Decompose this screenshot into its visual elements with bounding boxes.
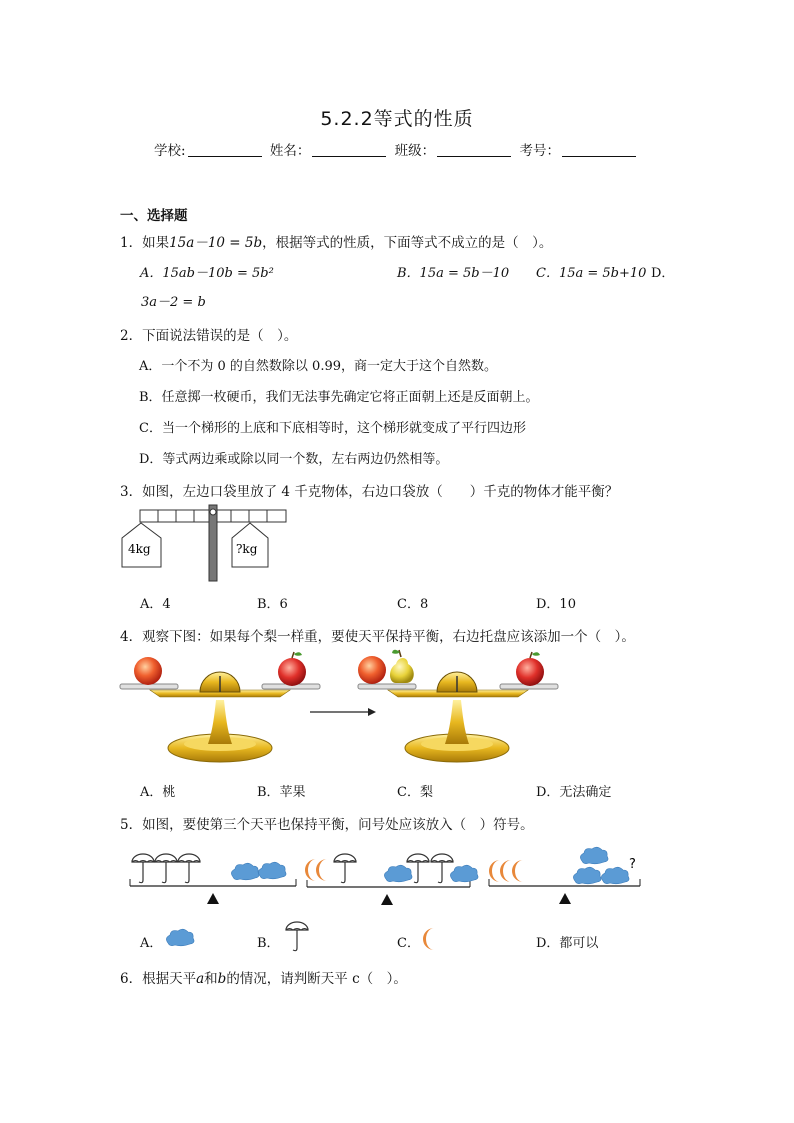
option-a-cloud-icon: [166, 929, 194, 946]
school-label: 学校:: [154, 143, 186, 159]
umbrella-icon: [132, 854, 154, 883]
q5-option-c[interactable]: C．: [397, 936, 420, 951]
left-bag-label: 4kg: [128, 542, 151, 556]
q3-option-d[interactable]: D．10: [536, 597, 576, 612]
q3-option-a[interactable]: A．4: [140, 597, 171, 612]
q5-option-a[interactable]: A．: [140, 936, 163, 951]
q5-option-b[interactable]: B．: [257, 936, 280, 951]
q2-option-a[interactable]: A．一个不为 0 的自然数除以 0.99，商一定大于这个自然数。: [139, 359, 498, 374]
q6-stem-mid: 和: [204, 971, 218, 987]
q4-option-d[interactable]: D．无法确定: [536, 785, 612, 800]
q6-stem-prefix: 6．根据天平: [120, 971, 197, 987]
q1-option-d-value[interactable]: 3a－2 = b: [141, 295, 206, 310]
page-title: 5.2.2等式的性质: [320, 108, 474, 130]
symbol-balance-2: [305, 854, 478, 905]
question-4-stem: 4．观察下图：如果每个梨一样重，要使天平保持平衡，右边托盘应该添加一个（ ）。: [120, 629, 635, 645]
question-mark: ?: [629, 857, 636, 872]
q4-option-a[interactable]: A．桃: [140, 785, 176, 800]
q5-option-d[interactable]: D．都可以: [536, 936, 599, 951]
moon-icon: [316, 859, 327, 881]
q2-option-b[interactable]: B．任意掷一枚硬币，我们无法事先确定它将正面朝上还是反面朝上。: [139, 390, 539, 405]
question-6-stem: [120, 967, 407, 987]
q1-option-a[interactable]: A．15ab－10b = 5b²: [140, 266, 274, 281]
q1-option-c[interactable]: C．15a = 5b+10: [536, 266, 647, 281]
question-3-stem: 3．如图，左边口袋里放了 4 千克物体，右边口袋放（ ）千克的物体才能平衡？: [120, 484, 619, 500]
cloud-icon: [580, 847, 608, 864]
option-c-moon-icon: [423, 928, 434, 950]
cloud-icon: [601, 867, 629, 884]
q2-option-c[interactable]: C．当一个梯形的上底和下底相等时，这个梯形就变成了平行四边形: [139, 421, 526, 436]
cloud-icon: [384, 865, 412, 882]
class-label: 班级：: [394, 143, 436, 159]
umbrella-icon: [431, 854, 453, 883]
question-2-stem: 2．下面说法错误的是（ ）。: [120, 328, 298, 344]
cloud-icon: [231, 863, 259, 880]
q3-option-c[interactable]: C．8: [397, 597, 429, 612]
q2-option-d[interactable]: D．等式两边乘或除以同一个数，左右两边仍然相等。: [139, 452, 449, 467]
umbrella-icon: [155, 854, 177, 883]
q6-var-a: a: [196, 971, 205, 987]
umbrella-icon: [334, 854, 356, 883]
q3-option-b[interactable]: B．6: [257, 597, 288, 612]
exam-number-label: 考号：: [519, 143, 560, 159]
cloud-icon: [573, 867, 601, 884]
section-heading: 一、选择题: [120, 208, 188, 224]
name-label: 姓名：: [269, 143, 311, 159]
moon-icon: [500, 860, 511, 882]
umbrella-icon: [178, 854, 200, 883]
right-bag-label: ?kg: [236, 542, 258, 556]
q1-option-d-label[interactable]: D．: [651, 266, 675, 281]
q4-option-c[interactable]: C．梨: [397, 785, 433, 800]
moon-icon: [305, 859, 316, 881]
symbol-balance-3: [489, 847, 640, 904]
q4-option-b[interactable]: B．苹果: [257, 785, 306, 800]
cloud-icon: [450, 865, 478, 882]
option-b-umbrella-icon: [286, 922, 308, 951]
q1-stem-suffix: ，根据等式的性质，下面等式不成立的是（ ）。: [262, 235, 553, 251]
q1-stem-prefix: 1．如果: [120, 235, 170, 251]
moon-icon: [512, 860, 523, 882]
q1-option-b[interactable]: B．15a = 5b－10: [397, 266, 510, 281]
q6-var-b: b: [217, 971, 227, 987]
moon-icon: [489, 860, 500, 882]
cloud-icon: [258, 862, 286, 879]
symbol-balance-1: [130, 854, 296, 904]
q6-stem-suffix: 的情况，请判断天平 c（ ）。: [226, 971, 407, 987]
question-5-stem: 5．如图，要使第三个天平也保持平衡，问号处应该放入（ ）符号。: [120, 817, 534, 833]
q1-equation: 15a－10 = 5b: [169, 235, 263, 251]
